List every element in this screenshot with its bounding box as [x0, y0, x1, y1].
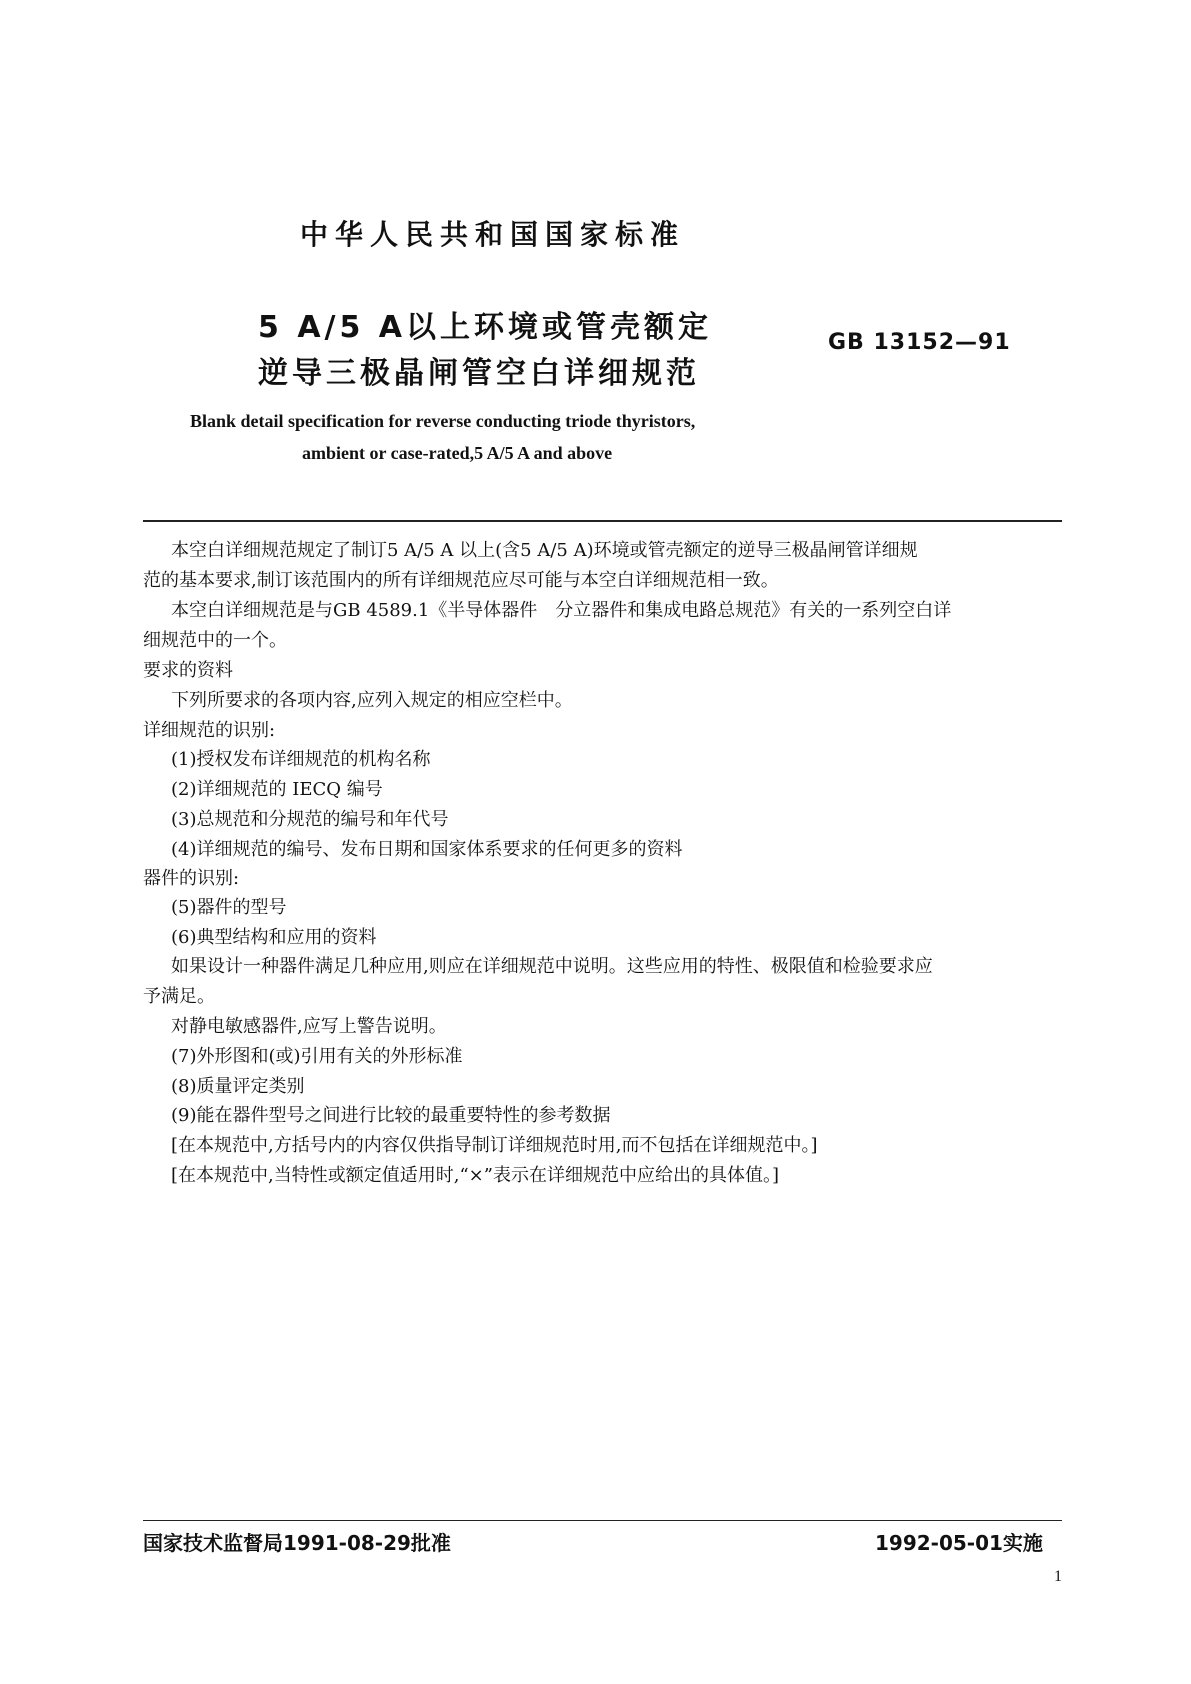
page-number: 1	[1054, 1568, 1062, 1585]
paragraph-line: 本空白详细规范规定了制订5 A/5 A 以上(含5 A/5 A)环境或管壳额定的逆导三极晶闸管详细规	[171, 540, 918, 561]
list-item: (6)典型结构和应用的资料	[171, 927, 377, 948]
list-item: (2)详细规范的 IECQ 编号	[171, 779, 383, 800]
section-heading: 详细规范的识别:	[143, 720, 276, 741]
paragraph-line: 本空白详细规范是与GB 4589.1《半导体器件 分立器件和集成电路总规范》有关的一系列空白详	[171, 600, 952, 621]
list-item: (4)详细规范的编号、发布日期和国家体系要求的任何更多的资料	[171, 839, 683, 860]
title-en-line1: Blank detail specification for reverse conducting triode thyristors,	[190, 411, 696, 431]
title-en-line2: ambient or case-rated,5 A/5 A and above	[302, 443, 613, 463]
list-item: (5)器件的型号	[171, 897, 287, 918]
top-divider	[143, 520, 1062, 522]
title-cn-line1: 5 A/5 A以上环境或管壳额定	[258, 310, 713, 345]
note-line: [在本规范中,方括号内的内容仅供指导制订详细规范时用,而不包括在详细规范中。]	[171, 1135, 818, 1156]
title-cn-line2: 逆导三极晶闸管空白详细规范	[258, 356, 700, 391]
effective-date: 1992-05-01实施	[875, 1531, 1043, 1555]
section-heading: 要求的资料	[143, 660, 233, 681]
standard-code: GB 13152—91	[828, 330, 1011, 355]
paragraph-line: 如果设计一种器件满足几种应用,则应在详细规范中说明。这些应用的特性、极限值和检验要求应	[171, 956, 933, 977]
note-line: [在本规范中,当特性或额定值适用时,“×”表示在详细规范中应给出的具体值。]	[171, 1165, 779, 1186]
paragraph-line: 范的基本要求,制订该范围内的所有详细规范应尽可能与本空白详细规范相一致。	[143, 570, 779, 591]
approval-date: 国家技术监督局1991-08-29批准	[143, 1531, 451, 1555]
list-item: (3)总规范和分规范的编号和年代号	[171, 809, 449, 830]
list-item: (8)质量评定类别	[171, 1076, 305, 1097]
footer-divider	[143, 1520, 1062, 1521]
list-item: (7)外形图和(或)引用有关的外形标准	[171, 1046, 463, 1067]
list-item: (1)授权发布详细规范的机构名称	[171, 749, 431, 770]
standard-title: 中华人民共和国国家标准	[300, 218, 686, 251]
paragraph-line: 细规范中的一个。	[143, 630, 287, 651]
paragraph-line: 下列所要求的各项内容,应列入规定的相应空栏中。	[171, 690, 573, 711]
list-item: (9)能在器件型号之间进行比较的最重要特性的参考数据	[171, 1105, 611, 1126]
paragraph-line: 予满足。	[143, 986, 215, 1007]
paragraph-line: 对静电敏感器件,应写上警告说明。	[171, 1016, 447, 1037]
section-heading: 器件的识别:	[143, 868, 240, 889]
